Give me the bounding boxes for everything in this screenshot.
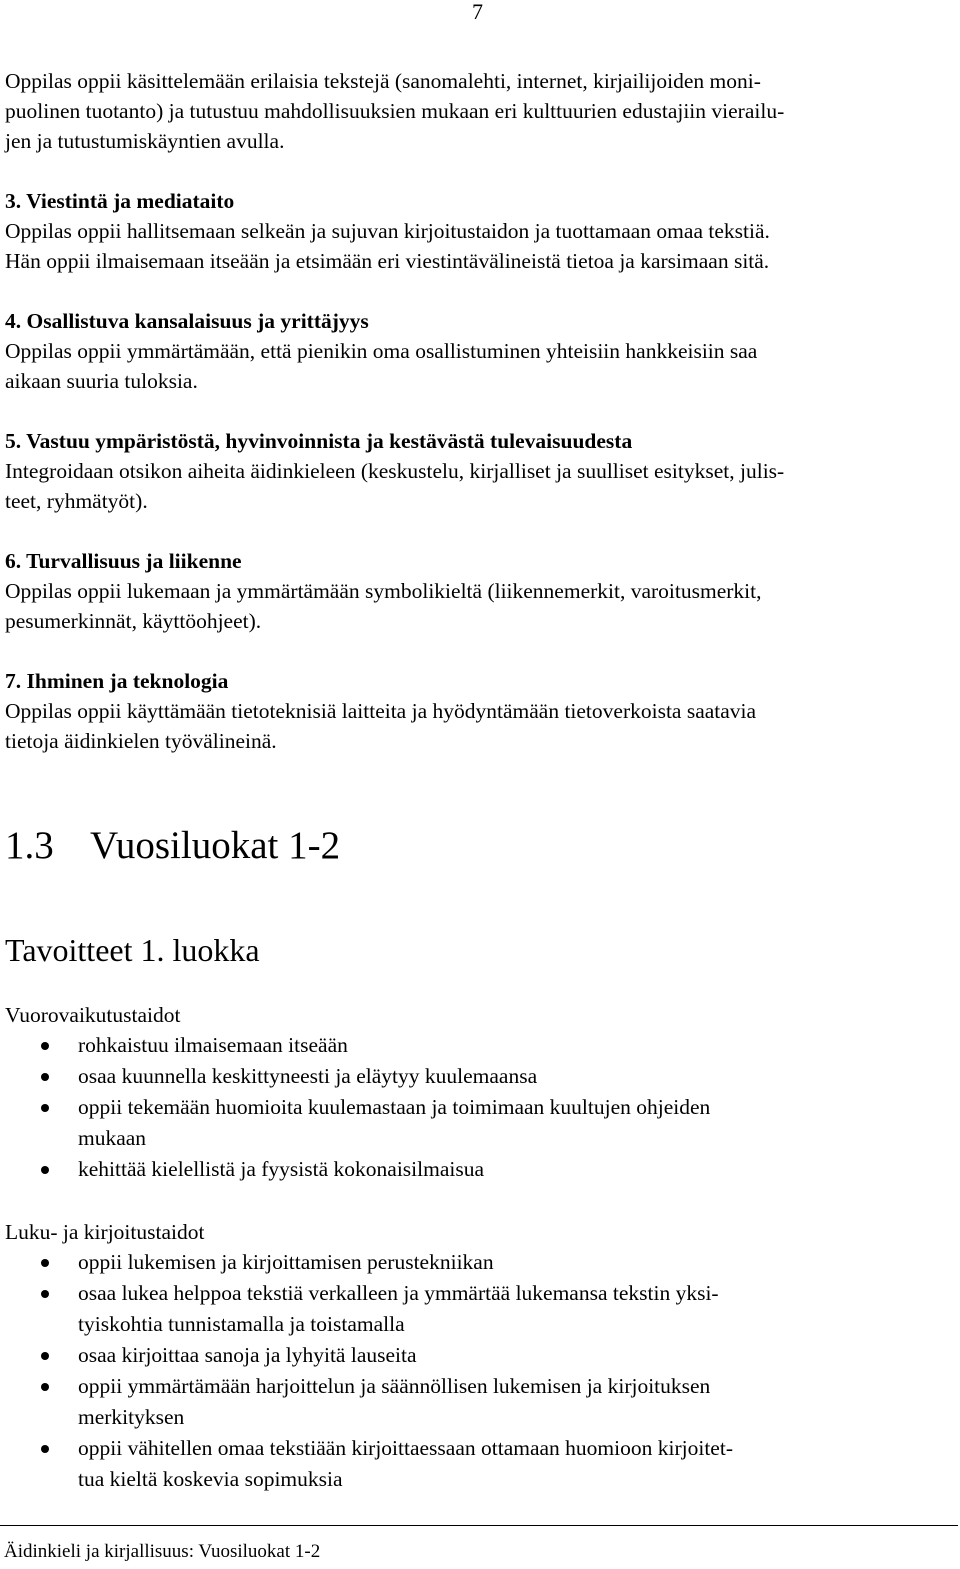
section-heading: 5. Vastuu ympäristöstä, hyvinvoinnista ja kestävästä tulevaisuudesta (5, 429, 633, 453)
intro-line: Oppilas oppii käsittelemään erilaisia tekstejä (sanomalehti, internet, kirjailijoiden moni- (5, 69, 761, 93)
list-item-text: oppii lukemisen ja kirjoittamisen perustekniikan (78, 1250, 494, 1274)
section-line: Hän oppii ilmaisemaan itseään ja etsimään eri viestintävälineistä tietoa ja karsimaan sitä. (5, 249, 770, 273)
section-heading: 4. Osallistuva kansalaisuus ja yrittäjyys (5, 309, 369, 333)
list-item-text: oppii vähitellen omaa tekstiään kirjoittaessaan ottamaan huomioon kirjoitet- (78, 1436, 733, 1460)
skill-title: Luku- ja kirjoitustaidot (5, 1220, 205, 1244)
section-osallistuva (5, 306, 940, 396)
list-item-text: oppii ymmärtämään harjoittelun ja säännöllisen lukemisen ja kirjoituksen (78, 1374, 711, 1398)
section-turvallisuus (5, 546, 940, 636)
bullet-icon (41, 1445, 49, 1453)
list-item-text: kehittää kielellistä ja fyysistä kokonaisilmaisua (78, 1157, 485, 1181)
section-line: tietoja äidinkielen työvälineinä. (5, 729, 277, 753)
bullet-icon (41, 1259, 49, 1267)
section-line: aikaan suuria tuloksia. (5, 369, 198, 393)
section-list (5, 66, 940, 756)
section-body (5, 696, 940, 756)
section-viestinta (5, 186, 940, 276)
skill-title: Vuorovaikutustaidot (5, 1003, 181, 1027)
list-item-text: tua kieltä koskevia sopimuksia (78, 1467, 343, 1491)
skill-block-vuorovaikutus (5, 1000, 905, 1185)
list-item (5, 1278, 905, 1340)
intro-paragraph (5, 66, 940, 156)
bullet-icon (41, 1383, 49, 1391)
section-body (5, 216, 940, 276)
list-item-text: merkityksen (78, 1405, 185, 1429)
list-item (5, 1092, 905, 1154)
list-item-text: osaa kirjoittaa sanoja ja lyhyitä lauseita (78, 1343, 417, 1367)
section-line: teet, ryhmätyöt). (5, 489, 148, 513)
bullet-icon (41, 1166, 49, 1174)
list-item (5, 1061, 905, 1092)
bullet-list (5, 1247, 905, 1495)
list-item (5, 1247, 905, 1278)
skill-block-luku-kirjoitus (5, 1217, 905, 1495)
bullet-icon (41, 1042, 49, 1050)
list-item (5, 1030, 905, 1061)
footer-divider (0, 1525, 958, 1526)
list-item-text: osaa lukea helppoa tekstiä verkalleen ja ymmärtää lukemansa tekstin yksi- (78, 1281, 719, 1305)
list-item-text: mukaan (78, 1126, 147, 1150)
goals-heading: Tavoitteet 1. luokka (5, 932, 260, 968)
section-heading: 3. Viestintä ja mediataito (5, 189, 235, 213)
bullet-icon (41, 1290, 49, 1298)
section-ihminen (5, 666, 940, 756)
section-line: Oppilas oppii ymmärtämään, että pienikin oma osallistuminen yhteisiin hankkeisiin saa (5, 339, 758, 363)
list-item-text: osaa kuunnella keskittyneesti ja eläytyy kuulemaansa (78, 1064, 538, 1088)
section-line: Integroidaan otsikon aiheita äidinkieleen (keskustelu, kirjalliset ja suulliset esitykset, julis- (5, 459, 785, 483)
intro-line: jen ja tutustumiskäyntien avulla. (5, 129, 285, 153)
section-heading: 6. Turvallisuus ja liikenne (5, 549, 242, 573)
bullet-icon (41, 1352, 49, 1360)
chapter-title: Vuosiluokat 1-2 (90, 824, 341, 867)
bullet-list (5, 1030, 905, 1185)
list-item-text: oppii tekemään huomioita kuulemastaan ja toimimaan kuultujen ohjeiden (78, 1095, 711, 1119)
page-footer: Äidinkieli ja kirjallisuus: Vuosiluokat 1-2 (4, 1541, 321, 1562)
chapter-heading (5, 822, 340, 870)
list-item-text: rohkaistuu ilmaisemaan itseään (78, 1033, 348, 1057)
section-body (5, 336, 940, 396)
section-line: Oppilas oppii hallitsemaan selkeän ja sujuvan kirjoitustaidon ja tuottamaan omaa tekstiä. (5, 219, 770, 243)
list-item (5, 1371, 905, 1433)
list-item-text: tyiskohtia tunnistamalla ja toistamalla (78, 1312, 405, 1336)
section-line: pesumerkinnät, käyttöohjeet). (5, 609, 262, 633)
chapter-number: 1.3 (5, 824, 54, 867)
list-item (5, 1433, 905, 1495)
list-item (5, 1340, 905, 1371)
page-number: 7 (472, 0, 483, 24)
section-vastuu (5, 426, 940, 516)
list-item (5, 1154, 905, 1185)
section-line: Oppilas oppii käyttämään tietoteknisiä laitteita ja hyödyntämään tietoverkoista saatavia (5, 699, 757, 723)
intro-line: puolinen tuotanto) ja tutustuu mahdollisuuksien mukaan eri kulttuurien edustajiin vierailu- (5, 99, 785, 123)
bullet-icon (41, 1104, 49, 1112)
section-heading: 7. Ihminen ja teknologia (5, 669, 229, 693)
section-body (5, 456, 940, 516)
section-line: Oppilas oppii lukemaan ja ymmärtämään symbolikieltä (liikennemerkit, varoitusmerkit, (5, 579, 762, 603)
bullet-icon (41, 1073, 49, 1081)
section-body (5, 576, 940, 636)
